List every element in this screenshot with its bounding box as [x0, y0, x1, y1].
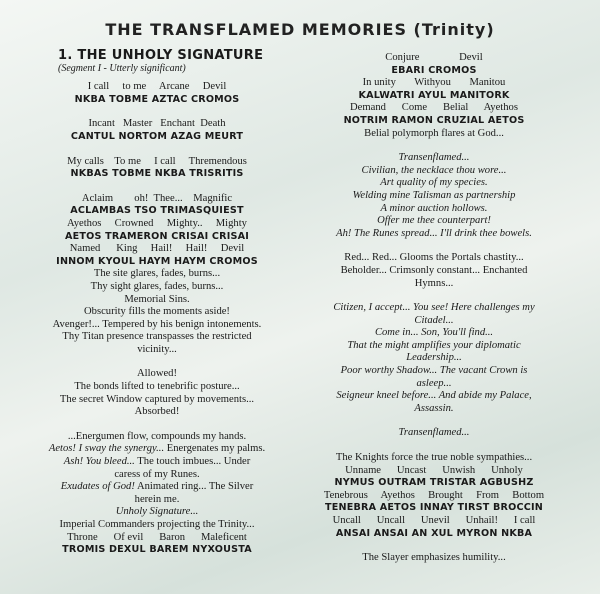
- section-heading: 1. THE UNHOLY SIGNATURE: [58, 48, 264, 63]
- lyric-line: Absorbed!: [134, 406, 180, 418]
- italic-lyric-line: Art quality of my species.: [380, 177, 488, 189]
- stanza-gap: [318, 540, 550, 552]
- stanza-gap: [48, 106, 266, 118]
- italic-lyric-line: Ah! The Runes spread... I'll drink thee bowels.: [336, 227, 532, 239]
- incantation-line: EBARI CROMOS: [391, 64, 477, 76]
- lyric-line: Throne Of evil Baron Maleficent: [67, 531, 247, 543]
- incantation-line: NOTRIM RAMON CRUZIAL AETOS: [343, 114, 525, 126]
- lyric-line: Incant Master Enchant Death: [88, 118, 226, 130]
- italic-phrase: Exudates of God!: [60, 481, 135, 493]
- lyric-line: Thy sight glares, fades, burns...: [90, 280, 224, 292]
- lyric-line: vicinity...: [137, 343, 177, 355]
- stanza-gap: [318, 240, 550, 252]
- incantation-line: NKBAS TOBME NKBA TRISRITIS: [70, 168, 244, 180]
- lyric-line: The Slayer emphasizes humility...: [362, 552, 506, 564]
- italic-lyric-line: Seigneur kneel before... And abide my Palace,: [336, 390, 532, 402]
- lyric-line: The secret Window captured by movements...: [59, 393, 255, 405]
- stanza-gap: [48, 419, 266, 431]
- incantation-line: TROMIS DEXUL BAREM NYXOUSTA: [62, 544, 252, 556]
- italic-lyric-line: Civilian, the necklace thou wore...: [361, 164, 507, 176]
- lyric-line: Obscurity fills the moments aside!: [84, 306, 230, 318]
- incantation-line: NYMUS OUTRAM TRISTAR AGBUSHZ: [334, 477, 534, 489]
- italic-phrase: Aetos! I sway the synergy...: [48, 443, 165, 455]
- stanza-gap: [48, 144, 266, 156]
- italic-phrase: Ash! You bleed...: [63, 456, 135, 468]
- left-column: [48, 50, 266, 557]
- lyric-line: Hymns...: [414, 277, 454, 289]
- italic-lyric-line: asleep...: [416, 377, 452, 389]
- lyric-line: Uncall Uncall Unevil Unhail! I call: [332, 515, 536, 526]
- incantation-line: ACLAMBAS TSO TRIMASQUIEST: [70, 205, 244, 217]
- plain-phrase: Animated ring... The Silver: [134, 481, 254, 493]
- italic-lyric-line: Transenflamed...: [398, 427, 470, 439]
- italic-lyric-line: Come in... Son, You'll find...: [374, 327, 494, 339]
- lyric-line: Ayethos Crowned Mighty.. Mighty: [67, 217, 247, 229]
- lyric-line: Imperial Commanders projecting the Trinity...: [59, 519, 255, 530]
- italic-lyric-line: Assassin.: [414, 402, 454, 414]
- lyric-line: Avenger!... Tempered by his benign intonements.: [52, 318, 262, 330]
- mixed-lyric-line: [48, 456, 266, 469]
- lyric-line: In unity Withyou Manitou: [362, 77, 506, 89]
- incantation-line: ANSAI ANSAI AN XUL MYRON NKBA: [335, 527, 533, 539]
- stanza-gap: [318, 415, 550, 427]
- lyric-line: The site glares, fades, burns...: [93, 268, 221, 280]
- incantation-line: AETOS TRAMERON CRISAI CRISAI: [64, 230, 250, 242]
- mixed-lyric-line: [48, 481, 266, 494]
- lyric-line: caress of my Runes.: [114, 468, 200, 480]
- italic-lyric-line: A minor auction hollows.: [380, 202, 488, 214]
- lyric-line: Memorial Sins.: [124, 293, 190, 305]
- page-title: THE TRANSFLAMED MEMORIES (Trinity): [105, 20, 495, 39]
- right-column: [318, 52, 550, 565]
- stanza-gap: [318, 440, 550, 452]
- italic-lyric-line: Citadel...: [414, 314, 454, 326]
- lyric-line: Named King Hail! Hail! Devil: [69, 243, 245, 255]
- lyric-line: Unname Uncast Unwish Unholy: [345, 464, 523, 476]
- italic-lyric-line: Citizen, I accept... You see! Here challenges my: [333, 302, 535, 314]
- italic-lyric-line: Leadership...: [406, 352, 462, 364]
- lyric-line: Beholder... Crimsonly constant... Enchanted: [340, 264, 528, 276]
- stanza-gap: [48, 356, 266, 368]
- stanza-gap: [48, 181, 266, 193]
- lyric-line: Tenebrous Ayethos Brought From Bottom: [323, 489, 545, 501]
- incantation-line: CANTUL NORTOM AZAG MEURT: [70, 130, 244, 142]
- lyric-line: The Knights force the true noble sympathies...: [335, 452, 533, 464]
- italic-lyric-line: Offer me thee counterpart!: [377, 215, 491, 227]
- section-subheading: (Segment I - Utterly significant): [58, 62, 186, 74]
- lyric-line: The bonds lifted to tenebrific posture...: [74, 381, 240, 393]
- lyric-line: I call to me Arcane Devil: [87, 81, 227, 93]
- stanza-gap: [318, 290, 550, 302]
- lyric-line: Aclaim oh! Thee... Magnific: [81, 192, 233, 204]
- lyric-line: Conjure Devil: [385, 52, 483, 63]
- italic-lyric-line: Transenflamed...: [398, 152, 470, 164]
- lyric-line: My calls To me I call Thremendous: [67, 155, 247, 167]
- incantation-line: NKBA TOBME AZTAC CROMOS: [74, 93, 240, 105]
- lyric-line: Belial polymorph flares at God...: [364, 127, 504, 139]
- lyric-line: Allowed!: [136, 368, 177, 380]
- lyric-line: Thy Titan presence transpasses the restricted: [62, 331, 252, 343]
- incantation-line: INNOM KYOUL HAYM HAYM CROMOS: [56, 255, 258, 267]
- lyric-line: Red... Red... Glooms the Portals chastity...: [344, 252, 524, 264]
- plain-phrase: Energenates my palms.: [164, 443, 266, 455]
- incantation-line: KALWATRI AYUL MANITORK: [358, 89, 510, 101]
- plain-phrase: The touch imbues... Under: [134, 456, 251, 468]
- lyric-line: Demand Come Belial Ayethos: [350, 102, 518, 114]
- mixed-lyric-line: [48, 443, 266, 456]
- italic-lyric-line: That the might amplifies your diplomatic: [347, 339, 521, 351]
- lyric-line: ...Energumen flow, compounds my hands.: [67, 430, 247, 442]
- stanza-gap: [318, 140, 550, 152]
- lyric-line: herein me.: [134, 493, 180, 505]
- italic-lyric-line: Unholy Signature...: [115, 506, 199, 518]
- italic-lyric-line: Welding mine Talisman as partnership: [352, 189, 516, 201]
- italic-lyric-line: Poor worthy Shadow... The vacant Crown is: [340, 365, 528, 377]
- incantation-line: TENEBRA AETOS INNAY TIRST BROCCIN: [325, 502, 543, 514]
